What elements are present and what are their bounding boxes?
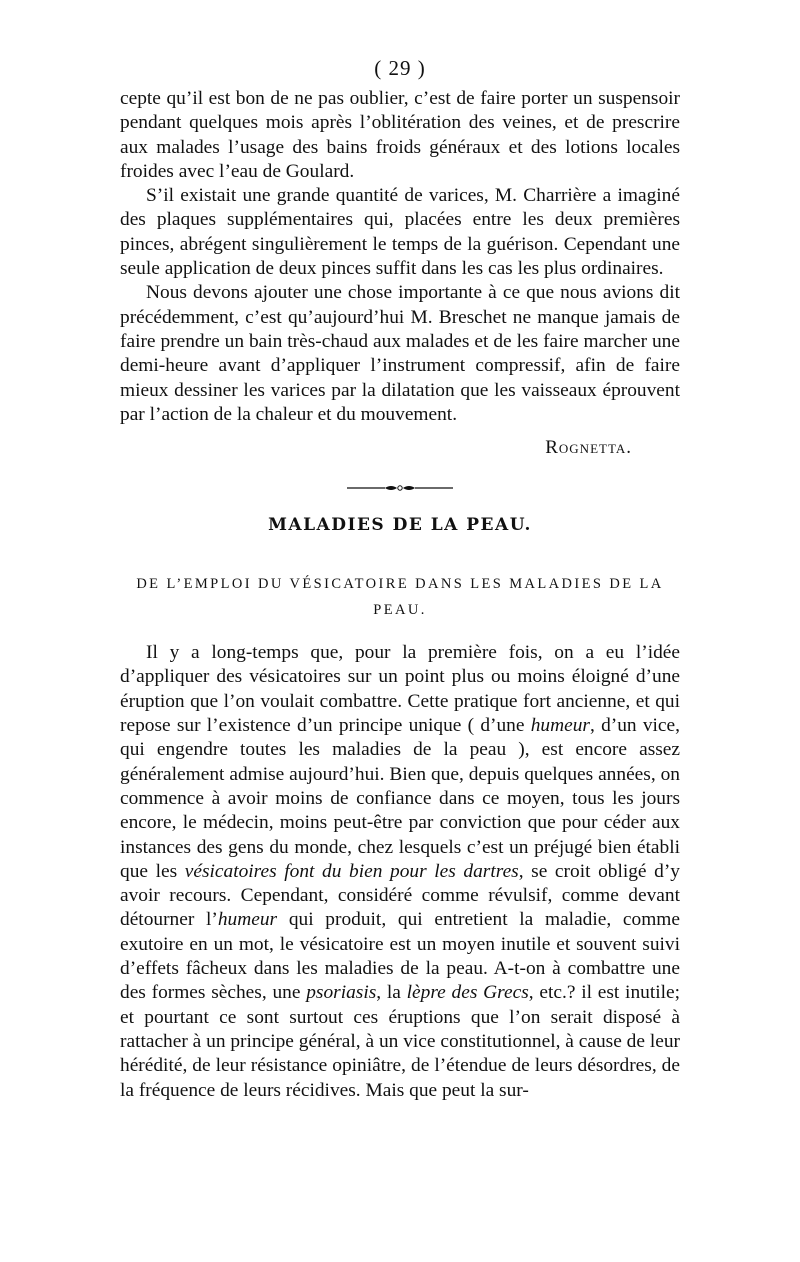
body-text: , se croit obligé d’y avoir recours. Cependant, considéré comme révulsif, comme devant détourner l’ xyxy=(120,860,680,931)
paragraph-continuation: cepte qu’il est bon de ne pas oublier, c’est de faire porter un suspensoir pendant quelques mois après l’oblitération des veines, et de prescrire aux malades l’usage des bains froids généraux et des lotions locales froides avec l’eau de Goulard. xyxy=(120,88,680,182)
page-number: ( 29 ) xyxy=(374,56,426,80)
body-italic-lepre: lèpre des Grecs xyxy=(406,982,529,1004)
article-title: DE L’EMPLOI DU VÉSICATOIRE DANS LES MALADIES DE LA PEAU. xyxy=(136,576,664,619)
author-signature: Rognetta. xyxy=(545,437,632,459)
body-text: , d’un vice, qui engendre toutes les maladies de la peau ), est encore assez généralement admise aujourd’hui. Bien que, depuis quelques années, on commence à avoir moins de confiance dans ce moyen, tous les jours encore, le médecin, moins peut-être par conviction que pour céder aux instances des gens du monde, chez lesquels c’est un préjugé bien établi que les xyxy=(120,715,680,882)
paragraph-breschet-bain: Nous devons ajouter une chose importante à ce que nous avions dit précédemment, c’est qu’aujourd’hui M. Breschet ne manque jamais de faire prendre un bain très-chaud aux malades et de les faire marcher une demi-heure avant d’appliquer l’instrument compressif, afin de faire mieux dessiner les varices par la dilatation que les vaisseaux éprouvent par l’action de la chaleur et du mouvement. xyxy=(120,282,680,425)
book-page xyxy=(120,56,680,1103)
body-italic-quote: vésicatoires font du bien pour les dartres xyxy=(184,860,519,882)
paragraph-varices-plaques: S’il existait une grande quantité de varices, M. Charrière a imaginé des plaques supplémentaires qui, placées entre les deux premières pinces, abrégent singulièrement le temps de la guérison. Cependant une seule application de deux pinces suffit dans les cas les plus ordinaires. xyxy=(120,185,680,280)
body-italic-psoriasis: psoriasis xyxy=(306,982,377,1004)
body-text: , la xyxy=(376,982,407,1004)
body-text: qui produit, qui entretient la maladie, comme exutoire en un mot, le vésicatoire est un moyen inutile et souvent suivi d’effets fâcheux dans les maladies de la peau. A-t-on à combattre une des formes sèches, une xyxy=(120,909,680,1004)
body-text: Il y a long-temps que, pour la première fois, on a eu l’idée d’appliquer des vésicatoires sur un point plus ou moins éloigné d’une éruption que l’on voulait combattre. Cette pratique fort ancienne, et qui repose sur l’existence d’un principe unique ( d’une xyxy=(120,642,680,737)
section-title: MALADIES DE LA PEAU. xyxy=(268,515,532,536)
section-divider-ornament xyxy=(120,481,680,495)
body-italic-humeur: humeur xyxy=(530,715,590,737)
body-italic-humeur: humeur xyxy=(217,909,278,931)
divider-ornament-icon xyxy=(345,481,455,495)
body-text: , etc.? il est inutile; et pourtant ce sont surtout ces éruptions que l’on serait disposé à rattacher à un principe général, à un vice constitutionnel, à cause de leur hérédité, de leur résistance opiniâtre, de l’étendue de leurs désordres, de la fréquence de leurs récidives. Mais que peut la sur- xyxy=(120,982,680,1101)
article-body-paragraph xyxy=(120,641,680,1103)
